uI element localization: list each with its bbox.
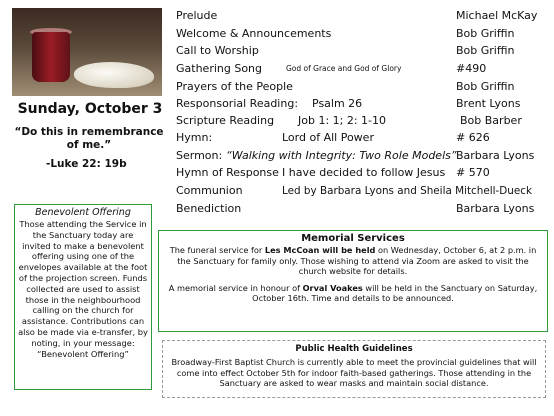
service-item: Hymn of Response [176, 166, 279, 179]
funeral-text-details: on Wednesday, October 6, at 2 p.m. in the Sanctuary for family only. Those wishing to attend via Zoom are asked to visit the church website for details. [177, 245, 537, 276]
communion-photo [12, 8, 162, 96]
benevolent-offering-title: Benevolent Offering [35, 207, 131, 218]
service-detail: Led by Barbara Lyons and Sheila Mitchell-Dueck [282, 185, 532, 197]
service-leader: Bob Griffin [456, 80, 515, 93]
service-leader: Michael McKay [456, 9, 538, 22]
service-leader: Bob Griffin [456, 44, 515, 57]
service-leader: Bob Barber [460, 114, 522, 127]
service-detail: God of Grace and God of Glory [286, 64, 402, 73]
service-leader: # 570 [456, 166, 490, 179]
funeral-text-lead: The funeral service for [169, 245, 265, 255]
service-leader: Brent Lyons [456, 97, 521, 110]
service-row-scripture-reading [176, 112, 550, 130]
public-health-title: Public Health Guidelines [295, 344, 413, 354]
funeral-will-be-held: will be held [319, 245, 376, 255]
scripture-reference: -Luke 22: 19b [46, 158, 127, 170]
service-leader: Bob Griffin [456, 27, 515, 40]
service-item: Communion [176, 184, 243, 197]
service-row-prayers [176, 78, 550, 96]
communion-bread [74, 62, 154, 88]
service-row-hymn [176, 129, 550, 147]
service-row-responsorial-reading [176, 95, 550, 113]
service-leader: Barbara Lyons [456, 202, 535, 215]
service-item: Welcome & Announcements [176, 27, 332, 40]
service-detail: I have decided to follow Jesus [282, 166, 446, 179]
service-item: Gathering Song [176, 62, 263, 75]
memorial-text-details: will be held in the Sanctuary on Saturday, October 16th. Time and details to be announced. [252, 282, 538, 303]
service-item: Call to Worship [176, 44, 259, 57]
service-item: Responsorial Reading: [176, 97, 299, 110]
benevolent-offering-body: Those attending the Service in the Sanctuary today are invited to make a benevolent offering using one of the envelopes available at the foot of the projection screen. Funds collected are used to assist those in the neighbourhood calling on the church for assistance. Contributions can also be made via e-transfer, by noting, in your message: “Benevolent Offering” [18, 219, 148, 359]
service-row-call-to-worship [176, 42, 550, 60]
service-item: Scripture Reading [176, 114, 275, 127]
service-item: Prelude [176, 9, 218, 22]
service-leader: # 626 [456, 131, 490, 144]
communion-cup [32, 32, 70, 82]
service-row-sermon [176, 147, 550, 165]
service-row-prelude [176, 7, 550, 25]
service-detail: Lord of All Power [282, 131, 374, 144]
service-detail: “Walking with Integrity: Two Role Models” [226, 149, 457, 162]
service-date-title: Sunday, October 3 [17, 101, 163, 117]
service-row-welcome [176, 25, 550, 43]
scripture-quote: “Do this in remembrance of me.” [14, 126, 164, 151]
service-item: Prayers of the People [176, 80, 293, 93]
service-leader: Barbara Lyons [456, 149, 535, 162]
service-item: Hymn: [176, 131, 213, 144]
service-detail: Psalm 26 [312, 97, 363, 110]
public-health-body: Broadway-First Baptist Church is currently able to meet the provincial guidelines that will come into effect October 5th for indoor faith-based gatherings. Those attending in the Sanctuary are asked to wear masks and maintain social distance. [171, 357, 537, 388]
memorial-notice [163, 283, 543, 304]
memorial-services-title: Memorial Services [301, 233, 405, 244]
service-row-benediction [176, 200, 550, 218]
service-detail: Job 1: 1; 2: 1-10 [298, 114, 387, 127]
funeral-notice [163, 245, 543, 277]
service-row-hymn-of-response [176, 164, 550, 182]
service-item: Benediction [176, 202, 242, 215]
service-leader: #490 [456, 62, 487, 75]
service-item: Sermon: [176, 149, 223, 162]
funeral-name: Les McCoan [264, 245, 320, 255]
memorial-name: Orval Voakes [302, 282, 363, 293]
service-row-communion [176, 182, 550, 200]
memorial-services-box [158, 230, 548, 332]
service-row-gathering-song [176, 60, 550, 78]
public-health-box [162, 340, 546, 398]
benevolent-offering-box [14, 204, 152, 390]
memorial-text-lead: A memorial service in honour of [168, 282, 303, 293]
